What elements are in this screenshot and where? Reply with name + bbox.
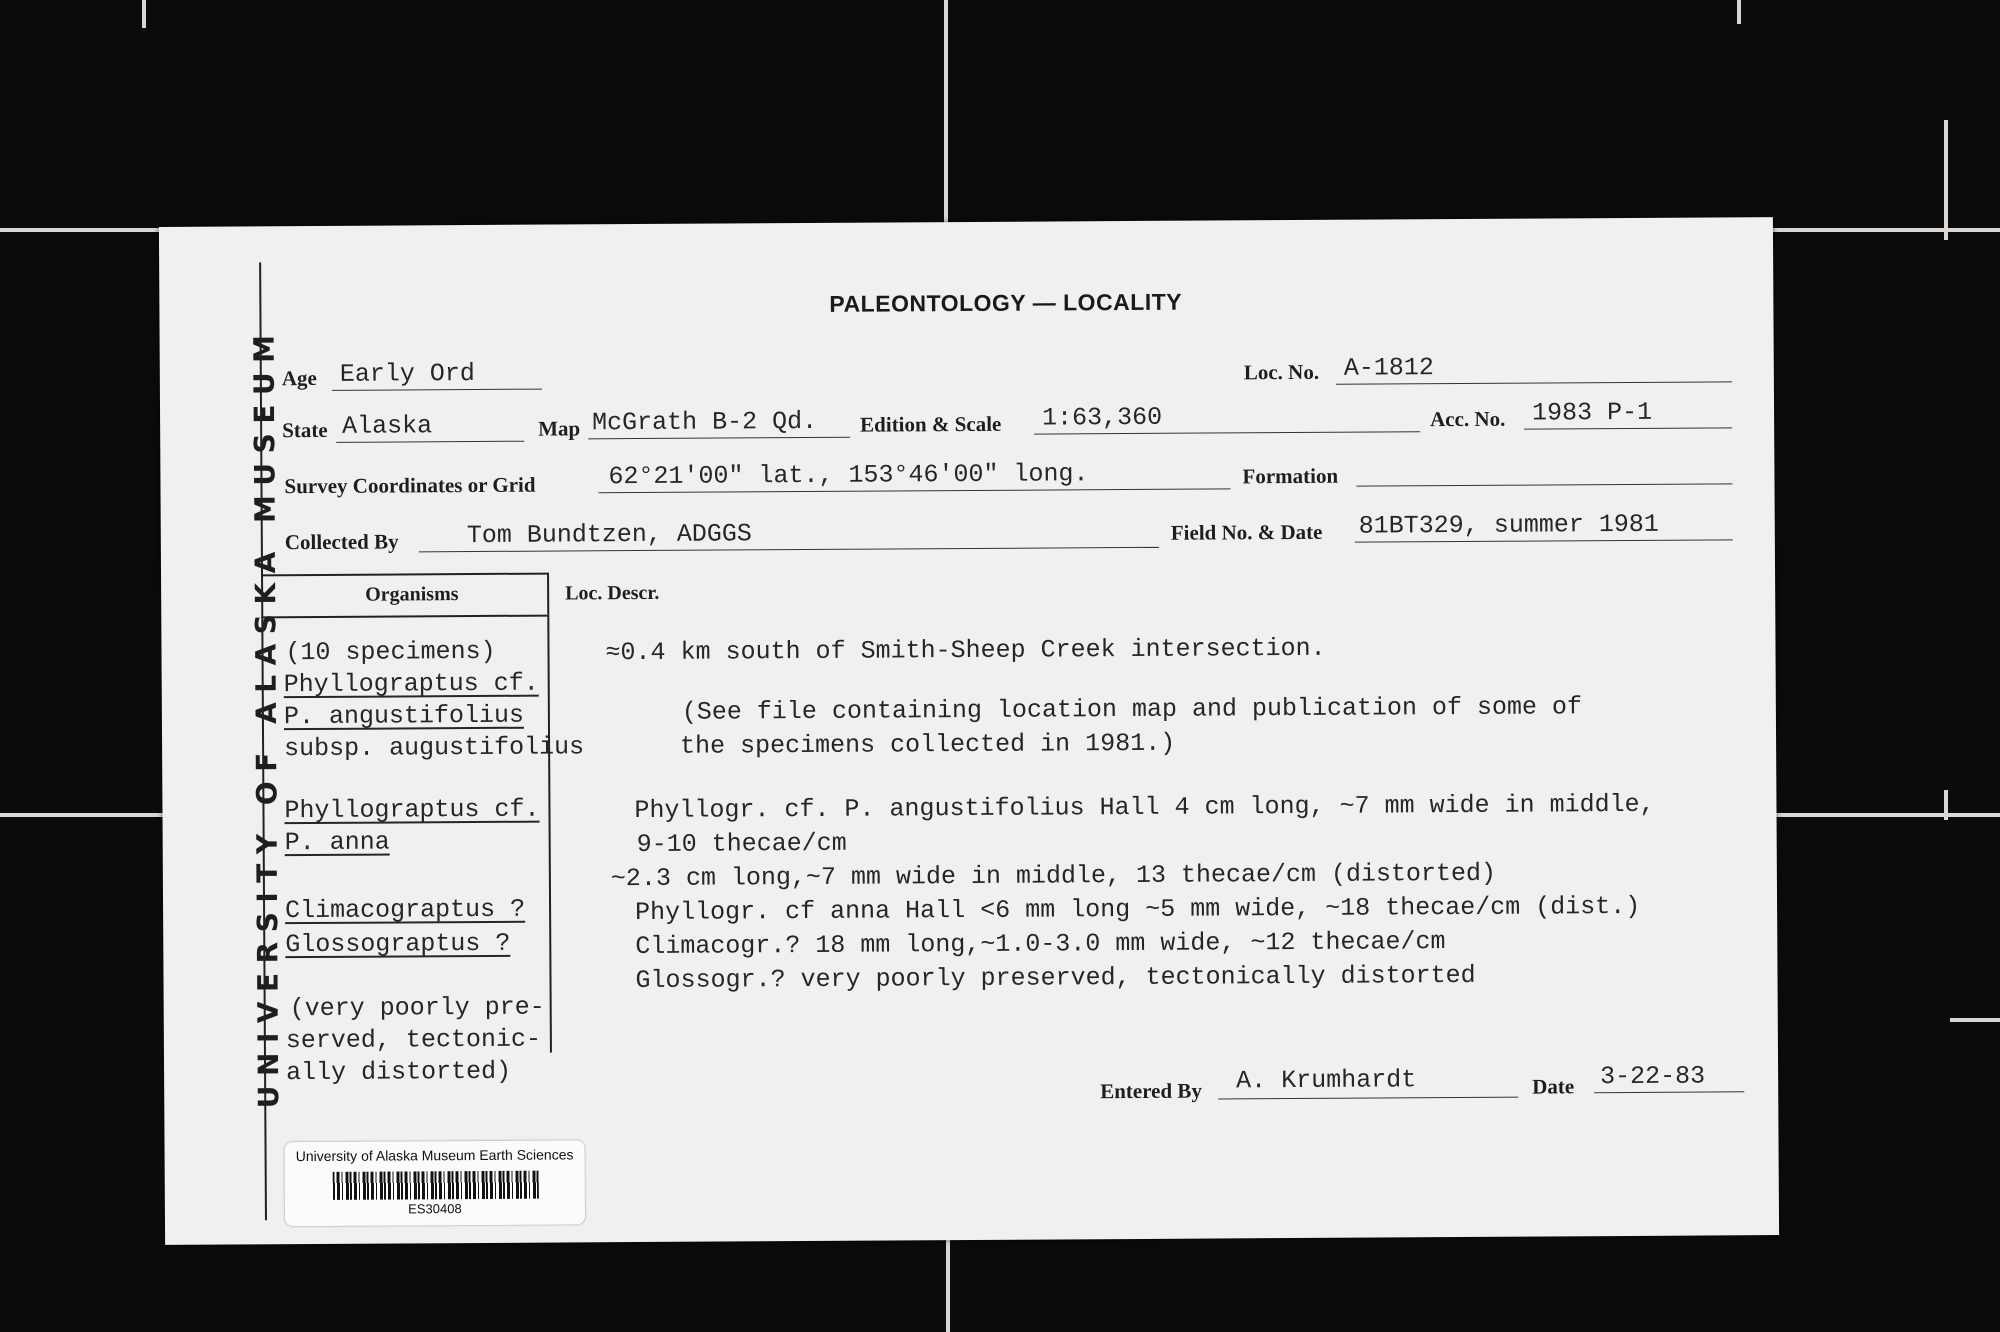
- collected-by-value: Tom Bundtzen, ADGGS: [466, 519, 752, 551]
- locality-card: PALEONTOLOGY — LOCALITY UNIVERSITY OF ALASKA MUSEUM Age Early Ord Loc. No. A-1812 State Alaska Map McGrath B-2 Qd. Edition & Scale 1:63,360 Acc. No. 1983 P-1 Survey Coordinates or Grid 62°21'00" lat., 153°46'00" long. Formation Collected By Tom Bundtzen, ADGGS Field No. & Date 81BT329, summer 1981 Organisms Loc. Descr. (10 specimens) Phyllograptus cf. P. angustifolius subsp. augustifolius Phyllograptus cf. P. anna Climacograptus ? Glossograptus ? (very poorly pre- served, tectonic- ally distorted) ≈0.4 km south of Smith-Sheep Creek intersection. (See file containing location map and publication of some of the specimens collected in 1981.) Phyllogr. cf. P. angustifolius Hall 4 cm long, ~7 mm wide in middle, 9-10 thecae/cm ~2.3 cm long,~7 mm wide in middle, 13 thecae/cm (distorted) Phyllogr. cf anna Hall <6 mm long ~5 mm wide, ~18 thecae/cm (dist.) Climacogr.? 18 mm long,~1.0-3.0 mm wide, ~12 thecae/cm Glossogr.? very poorly preserved, tectonically distorted Entered By A. Krumhardt Date 3-22-83 University of Alaska Museum Earth Sciences ES30408: [159, 217, 1779, 1245]
- acc-no-label: Acc. No.: [1430, 406, 1506, 432]
- barcode-catalog-number: ES30408: [408, 1201, 462, 1217]
- entered-by-label: Entered By: [1100, 1078, 1202, 1104]
- state-label: State: [282, 417, 328, 443]
- barcode-institution: University of Alaska Museum Earth Sciences: [295, 1146, 574, 1165]
- field-no-date-label: Field No. & Date: [1170, 519, 1323, 545]
- description-line: the specimens collected in 1981.): [679, 728, 1176, 761]
- field-no-date-value: 81BT329, summer 1981: [1358, 509, 1659, 541]
- description-line: (See file containing location map and publication of some of: [681, 692, 1583, 727]
- date-label: Date: [1532, 1074, 1575, 1099]
- edition-scale-value: 1:63,360: [1042, 402, 1163, 433]
- survey-label: Survey Coordinates or Grid: [284, 472, 536, 499]
- organisms-box-top: [261, 573, 547, 577]
- organisms-label: Organisms: [365, 583, 459, 606]
- loc-no-value: A-1812: [1343, 353, 1434, 383]
- organisms-box-divider: [547, 573, 552, 1053]
- description-line: Phyllogr. cf. P. angustifolius Hall 4 cm long, ~7 mm wide in middle,: [634, 789, 1655, 826]
- map-label: Map: [538, 416, 581, 441]
- date-value: 3-22-83: [1600, 1061, 1706, 1092]
- description-line: ~2.3 cm long,~7 mm wide in middle, 13 thecae/cm (distorted): [610, 858, 1497, 894]
- organism-line: P. anna: [284, 827, 390, 858]
- organism-line: ally distorted): [285, 1056, 512, 1088]
- age-value: Early Ord: [339, 359, 475, 389]
- organisms-header-rule: [261, 615, 547, 619]
- description-line: 9-10 thecae/cm: [636, 828, 847, 860]
- state-value: Alaska: [342, 411, 433, 441]
- organism-line: served, tectonic-: [285, 1024, 542, 1056]
- organism-line: Glossograptus ?: [285, 928, 511, 960]
- barcode-icon: [333, 1171, 539, 1200]
- organism-line: subsp. augustifolius: [284, 732, 585, 764]
- loc-no-label: Loc. No.: [1243, 359, 1320, 385]
- loc-descr-label: Loc. Descr.: [565, 581, 660, 605]
- age-label: Age: [281, 365, 317, 391]
- survey-value: 62°21'00" lat., 153°46'00" long.: [608, 459, 1089, 492]
- acc-no-value: 1983 P-1: [1531, 397, 1653, 428]
- organism-line: P. angustifolius: [283, 700, 525, 732]
- organism-line: (very poorly pre-: [289, 992, 545, 1024]
- description-line: ≈0.4 km south of Smith-Sheep Creek intersection.: [605, 633, 1326, 668]
- description-line: Climacogr.? 18 mm long,~1.0-3.0 mm wide, ~12 thecae/cm: [635, 927, 1446, 962]
- formation-label: Formation: [1242, 463, 1339, 489]
- collected-by-label: Collected By: [284, 529, 399, 555]
- description-line: Glossogr.? very poorly preserved, tectonically distorted: [635, 960, 1476, 996]
- organism-line: Phyllograptus cf.: [284, 794, 540, 826]
- entered-by-value: A. Krumhardt: [1236, 1065, 1417, 1096]
- edition-scale-label: Edition & Scale: [860, 411, 1002, 437]
- organism-line: Climacograptus ?: [284, 894, 526, 926]
- card-title: PALEONTOLOGY — LOCALITY: [829, 288, 1183, 317]
- organism-line: (10 specimens): [285, 636, 496, 668]
- organism-line: Phyllograptus cf.: [283, 668, 539, 700]
- barcode-label: [284, 1140, 585, 1226]
- map-value: McGrath B-2 Qd.: [592, 406, 818, 438]
- description-line: Phyllogr. cf anna Hall <6 mm long ~5 mm wide, ~18 thecae/cm (dist.): [635, 891, 1641, 928]
